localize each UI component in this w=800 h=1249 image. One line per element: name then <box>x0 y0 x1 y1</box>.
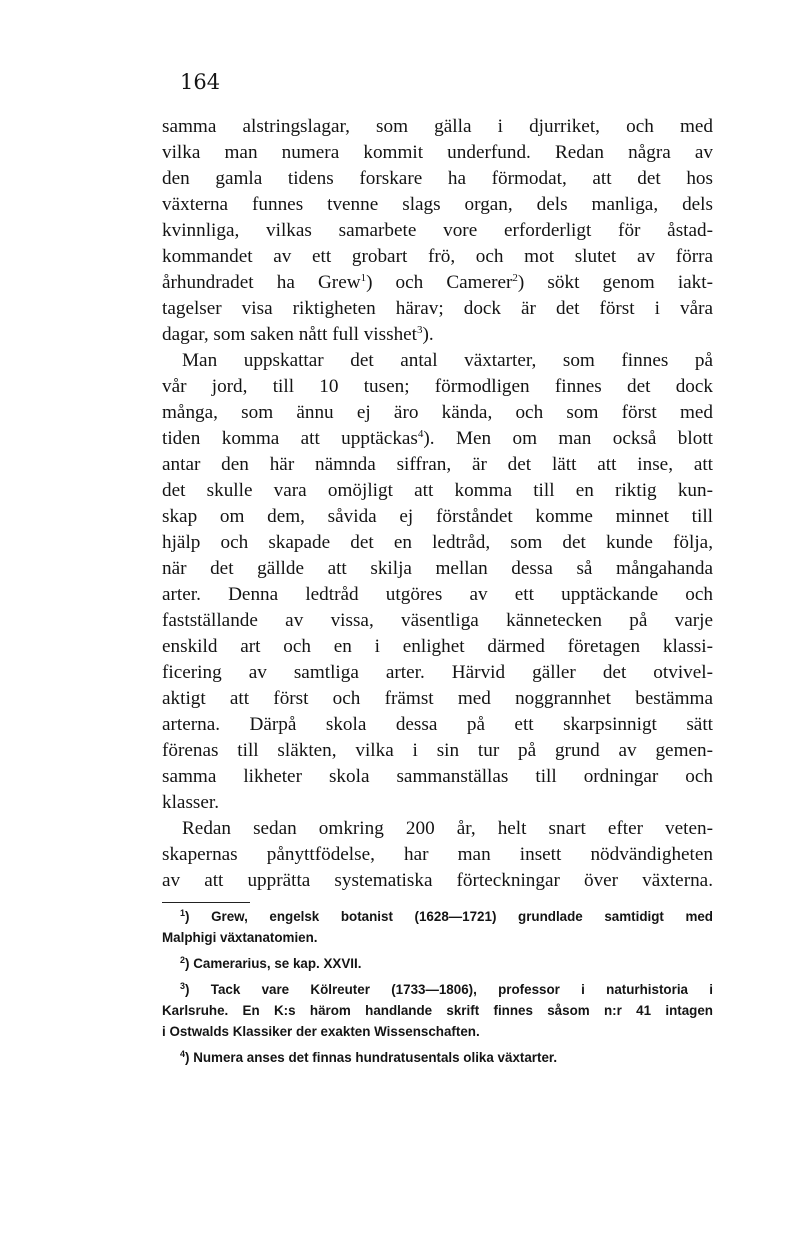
footnote-line <box>162 1000 713 1021</box>
text-segment: många, som ännu ej äro kända, och som först med <box>162 402 713 423</box>
text-line <box>162 868 713 894</box>
footnote-marker: 3 <box>180 981 186 991</box>
footnote-marker: 4 <box>180 1049 186 1059</box>
text-segment: fastställande av vissa, väsentliga kännetecken på varje <box>162 610 713 631</box>
text-line <box>162 270 713 296</box>
footnote-marker: 1 <box>180 908 186 918</box>
text-line <box>162 608 713 634</box>
text-segment: vilka man numera kommit underfund. Redan några av <box>162 142 713 163</box>
text-segment: samma likheter skola sammanställas till ordningar och <box>162 766 713 787</box>
text-segment: ). <box>422 324 434 345</box>
text-segment: Malphigi växtanatomien. <box>162 930 318 945</box>
text-segment: kvinnliga, vilkas samarbete vore erforderligt för åstad- <box>162 220 713 241</box>
text-line <box>162 634 713 660</box>
text-line <box>162 400 713 426</box>
text-line <box>162 738 713 764</box>
text-line <box>162 140 713 166</box>
text-segment: antar den här nämnda siffran, är det lätt att inse, att <box>162 454 713 475</box>
text-segment: Redan sedan omkring 200 år, helt snart efter veten- <box>182 818 713 839</box>
footnote-marker: 2 <box>180 955 186 965</box>
text-segment: ficering av samtliga arter. Härvid gäller det otvivel- <box>162 662 713 683</box>
text-segment: den gamla tidens forskare ha förmodat, att det hos <box>162 168 713 189</box>
text-segment: århundradet ha Grew <box>162 272 361 293</box>
text-line <box>162 452 713 478</box>
text-line <box>162 192 713 218</box>
text-segment: av att upprätta systematiska förteckningar över växterna. <box>162 870 713 891</box>
text-segment: ) Tack vare Kölreuter (1733—1806), professor i naturhistoria i <box>185 982 713 997</box>
text-line <box>162 842 713 868</box>
footnote-line <box>162 953 713 974</box>
text-line <box>162 530 713 556</box>
text-line <box>162 426 713 452</box>
text-line <box>162 374 713 400</box>
page-number: 164 <box>180 70 221 94</box>
text-segment: arterna. Därpå skola dessa på ett skarpsinnigt sätt <box>162 714 713 735</box>
text-line <box>162 582 713 608</box>
text-segment: förenas till släkten, vilka i sin tur på grund av gemen- <box>162 740 713 761</box>
text-line <box>162 218 713 244</box>
text-segment: Man uppskattar det antal växtarter, som finnes på <box>182 350 713 371</box>
text-segment: ) Camerarius, se kap. XXVII. <box>185 956 362 971</box>
text-segment: arter. Denna ledtråd utgöres av ett upptäckande och <box>162 584 713 605</box>
text-line <box>162 660 713 686</box>
footnote-marker: 2 <box>512 272 518 284</box>
footnote-line <box>162 906 713 927</box>
text-segment: kommandet av ett grobart frö, och mot slutet av förra <box>162 246 713 267</box>
footnotes <box>162 906 713 1068</box>
text-line <box>162 348 713 374</box>
footnote-line <box>162 979 713 1000</box>
text-segment: tagelser visa riktigheten härav; dock är det först i våra <box>162 298 713 319</box>
text-segment: ) Grew, engelsk botanist (1628—1721) grundlade samtidigt med <box>185 909 713 924</box>
text-segment: tiden komma att upptäckas <box>162 428 418 449</box>
text-segment: aktigt att först och främst med noggrannhet bestämma <box>162 688 713 709</box>
text-segment: enskild art och en i enlighet därmed företagen klassi- <box>162 636 713 657</box>
body-text <box>162 114 713 894</box>
text-line <box>162 296 713 322</box>
text-line <box>162 322 713 348</box>
text-segment: växterna funnes tvenne slags organ, dels manliga, dels <box>162 194 713 215</box>
text-line <box>162 166 713 192</box>
text-segment: vår jord, till 10 tusen; förmodligen finnes det dock <box>162 376 713 397</box>
footnote-line <box>162 1021 713 1042</box>
footnote-marker: 4 <box>417 428 424 440</box>
text-line <box>162 504 713 530</box>
text-segment: ) Numera anses det finnas hundratusentals olika växtarter. <box>185 1050 558 1065</box>
footnote-divider <box>162 902 250 903</box>
text-segment: skapernas pånyttfödelse, har man insett nödvändigheten <box>162 844 713 865</box>
text-line <box>162 244 713 270</box>
text-line <box>162 686 713 712</box>
text-segment: ). Men om man också blott <box>423 428 713 449</box>
text-segment: skap om dem, såvida ej förståndet komme minnet till <box>162 506 713 527</box>
text-segment: ) och Camerer <box>366 272 513 293</box>
text-line <box>162 816 713 842</box>
footnote-marker: 1 <box>360 272 367 284</box>
text-line <box>162 712 713 738</box>
text-line <box>162 790 713 816</box>
text-segment: samma alstringslagar, som gälla i djurriket, och med <box>162 116 713 137</box>
text-line <box>162 114 713 140</box>
text-segment: Karlsruhe. En K:s härom handlande skrift finnes såsom n:r 41 intagen <box>162 1003 713 1018</box>
text-segment: dagar, som saken nått full visshet <box>162 324 418 345</box>
footnote-line <box>162 927 713 948</box>
text-segment: hjälp och skapade det en ledtråd, som det kunde följa, <box>162 532 713 553</box>
text-line <box>162 478 713 504</box>
text-segment: i Ostwalds Klassiker der exakten Wissenschaften. <box>162 1024 480 1039</box>
text-line <box>162 764 713 790</box>
text-line <box>162 556 713 582</box>
text-segment: det skulle vara omöjligt att komma till en riktig kun- <box>162 480 713 501</box>
text-segment: klasser. <box>162 792 220 813</box>
footnote-line <box>162 1047 713 1068</box>
footnote-marker: 3 <box>417 324 423 336</box>
text-segment: ) sökt genom iakt- <box>517 272 713 293</box>
text-segment: när det gällde att skilja mellan dessa så mångahanda <box>162 558 713 579</box>
